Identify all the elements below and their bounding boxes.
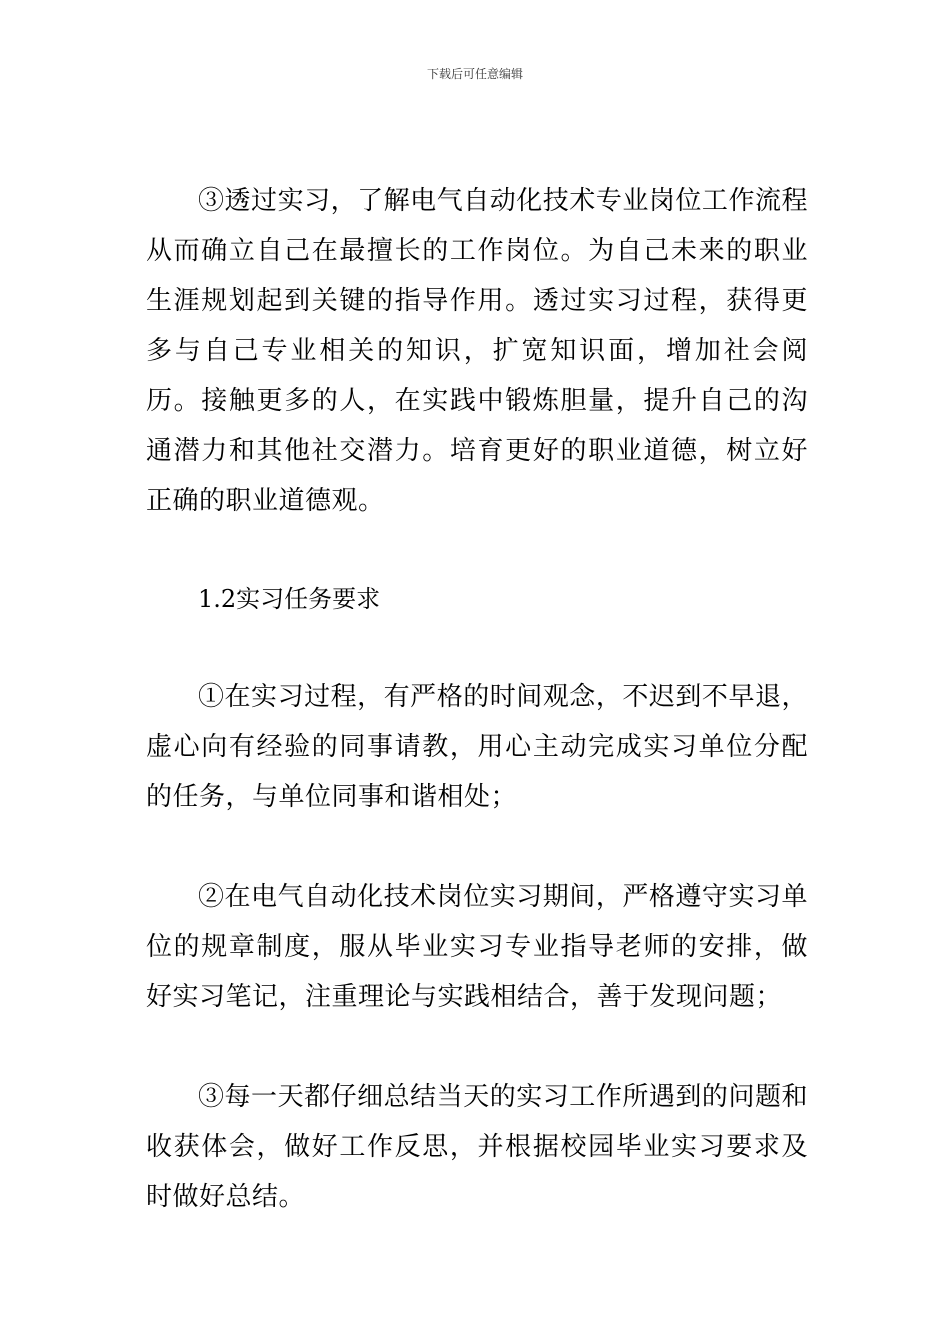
paragraph-spacer [146, 822, 808, 872]
paragraph-requirement-3: ③每一天都仔细总结当天的实习工作所遇到的问题和收获体会，做好工作反思，并根据校园毕业实习要求及时做好总结。 [146, 1082, 808, 1212]
document-body [146, 176, 808, 1222]
paragraph-internship-purpose: ③透过实习，了解电气自动化技术专业岗位工作流程从而确立自己在最擅长的工作岗位。为自己未来的职业生涯规划起到关键的指导作用。透过实习过程，获得更多与自己专业相关的知识，扩宽知识面，增加社会阅历。接触更多的人，在实践中锻炼胆量，提升自己的沟通潜力和其他社交潜力。培育更好的职业道德，树立好正确的职业道德观。 [146, 186, 808, 516]
page-header-note: 下载后可任意编辑 [426, 67, 523, 81]
paragraph-requirement-1: ①在实习过程，有严格的时间观念，不迟到不早退，虚心向有经验的同事请教，用心主动完成实习单位分配的任务，与单位同事和谐相处； [146, 682, 808, 812]
paragraph-requirement-2: ②在电气自动化技术岗位实习期间，严格遵守实习单位的规章制度，服从毕业实习专业指导老师的安排，做好实习笔记，注重理论与实践相结合，善于发现问题； [146, 882, 808, 1012]
paragraph-spacer [146, 624, 808, 672]
section-heading: 1.2实习任务要求 [198, 585, 381, 613]
paragraph-spacer [146, 526, 808, 574]
paragraph-spacer [146, 1022, 808, 1072]
